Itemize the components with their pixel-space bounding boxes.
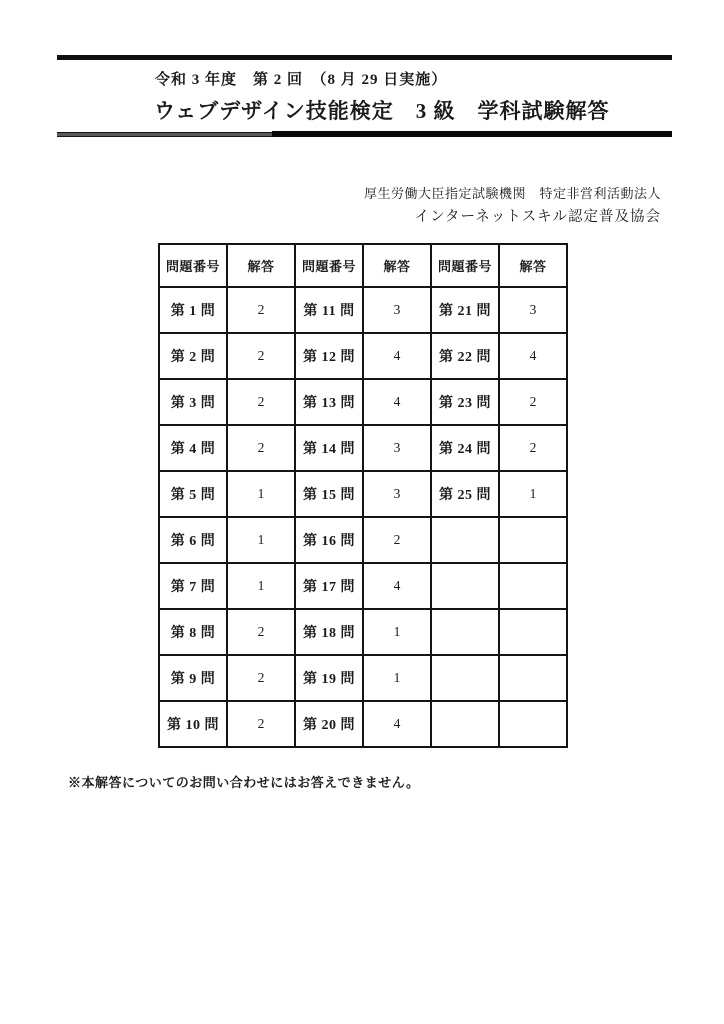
empty-cell [499,701,567,747]
table-row [159,701,567,747]
answer-cell: 3 [363,471,431,517]
answer-cell: 2 [227,701,295,747]
question-cell: 第 12 問 [295,333,363,379]
answer-cell: 1 [363,655,431,701]
answer-cell: 2 [499,425,567,471]
answer-cell: 4 [499,333,567,379]
table-row [159,655,567,701]
empty-cell [431,563,499,609]
answer-cell: 4 [363,563,431,609]
answer-cell: 3 [363,287,431,333]
table-row [159,517,567,563]
col-header-question-3: 問題番号 [431,244,499,287]
empty-cell [499,517,567,563]
table-row [159,379,567,425]
question-cell: 第 6 問 [159,517,227,563]
question-cell: 第 23 問 [431,379,499,425]
col-header-question-1: 問題番号 [159,244,227,287]
table-row [159,471,567,517]
answer-cell: 2 [227,287,295,333]
empty-cell [499,609,567,655]
table-row [159,333,567,379]
empty-cell [499,655,567,701]
col-header-answer-3: 解答 [499,244,567,287]
answer-cell: 2 [499,379,567,425]
question-cell: 第 19 問 [295,655,363,701]
organization-designation: 厚生労働大臣指定試験機関 特定非営利活動法人 [363,186,661,201]
answer-cell: 1 [227,563,295,609]
header-top-rule [57,55,672,60]
question-cell: 第 22 問 [431,333,499,379]
session-line: 令和 3 年度 第 2 回 （8 月 29 日実施） [155,72,448,88]
question-cell: 第 8 問 [159,609,227,655]
header-bottom-rule-left [57,132,272,137]
answer-cell: 2 [227,379,295,425]
empty-cell [431,701,499,747]
question-cell: 第 14 問 [295,425,363,471]
question-cell: 第 1 問 [159,287,227,333]
empty-cell [431,609,499,655]
question-cell: 第 21 問 [431,287,499,333]
question-cell: 第 25 問 [431,471,499,517]
answer-cell: 3 [499,287,567,333]
table-row [159,287,567,333]
col-header-answer-1: 解答 [227,244,295,287]
disclaimer-note: ※本解答についてのお問い合わせにはお答えできません。 [68,775,420,790]
question-cell: 第 17 問 [295,563,363,609]
answer-cell: 1 [227,471,295,517]
answer-cell: 3 [363,425,431,471]
question-cell: 第 3 問 [159,379,227,425]
answer-cell: 2 [227,425,295,471]
empty-cell [431,517,499,563]
answer-cell: 4 [363,333,431,379]
answer-cell: 2 [227,655,295,701]
table-row [159,609,567,655]
question-cell: 第 2 問 [159,333,227,379]
question-cell: 第 7 問 [159,563,227,609]
answer-cell: 2 [227,609,295,655]
answer-cell: 1 [227,517,295,563]
answer-cell: 4 [363,379,431,425]
empty-cell [431,655,499,701]
question-cell: 第 5 問 [159,471,227,517]
question-cell: 第 11 問 [295,287,363,333]
question-cell: 第 18 問 [295,609,363,655]
organization-name: インターネットスキル認定普及協会 [414,209,661,225]
question-cell: 第 10 問 [159,701,227,747]
header-bottom-rule-right [272,131,672,137]
table-header-row [159,244,567,287]
question-cell: 第 4 問 [159,425,227,471]
answer-cell: 2 [363,517,431,563]
answer-cell: 1 [363,609,431,655]
question-cell: 第 20 問 [295,701,363,747]
question-cell: 第 9 問 [159,655,227,701]
question-cell: 第 13 問 [295,379,363,425]
table-row [159,563,567,609]
col-header-question-2: 問題番号 [295,244,363,287]
organization-block [364,183,661,226]
answer-cell: 1 [499,471,567,517]
answer-cell: 4 [363,701,431,747]
answer-cell: 2 [227,333,295,379]
page-title: ウェブデザイン技能検定 3 級 学科試験解答 [154,99,610,123]
col-header-answer-2: 解答 [363,244,431,287]
question-cell: 第 24 問 [431,425,499,471]
table-row [159,425,567,471]
answers-table [158,243,568,748]
question-cell: 第 16 問 [295,517,363,563]
question-cell: 第 15 問 [295,471,363,517]
empty-cell [499,563,567,609]
